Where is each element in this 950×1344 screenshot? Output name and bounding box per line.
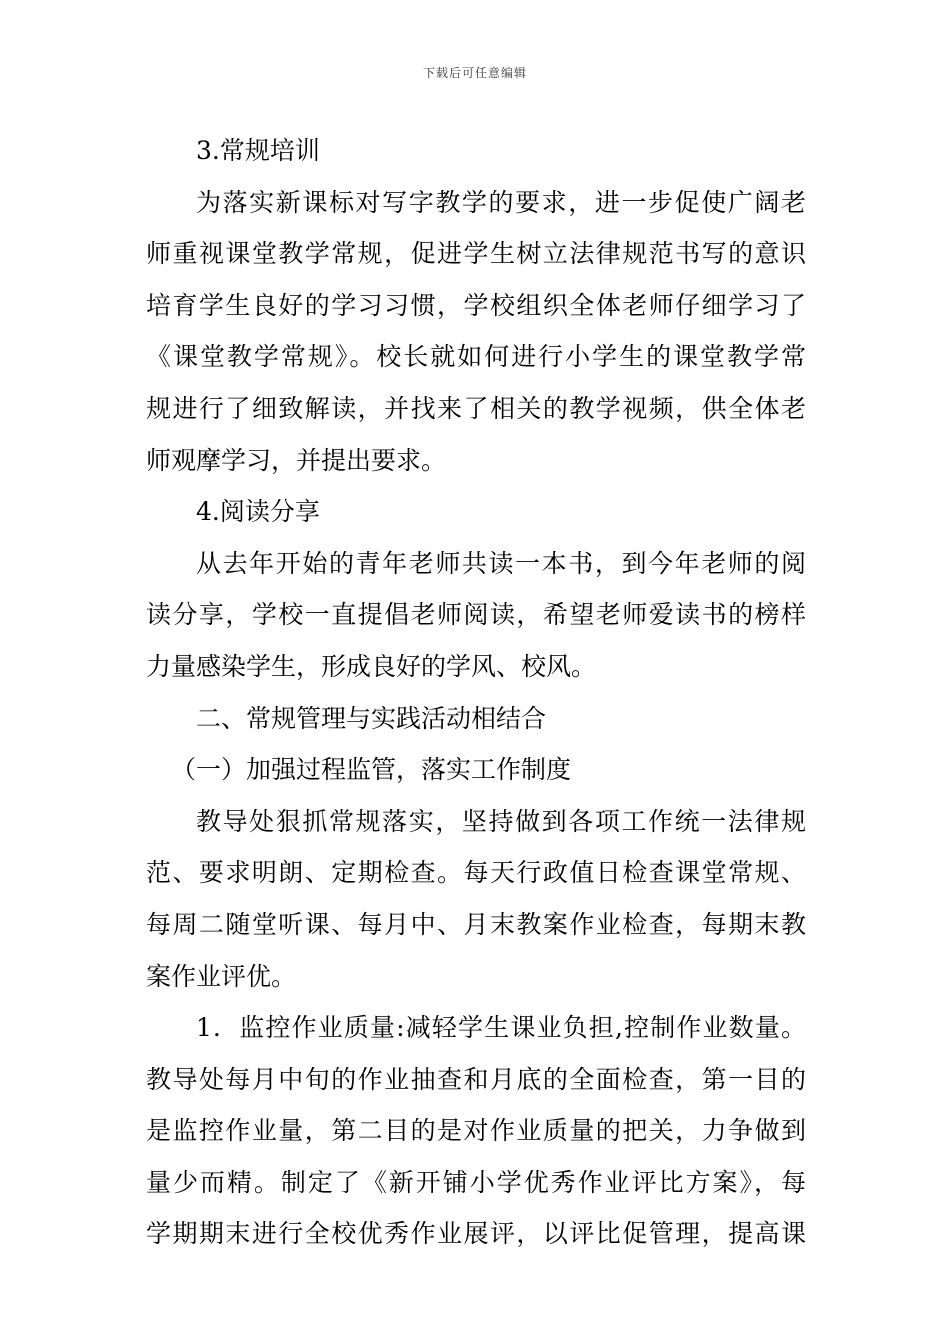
text-line: 案作业评优。 [146, 961, 297, 991]
text-line: 每周二随堂听课、每月中、月末教案作业检查，每期末教 [146, 909, 806, 939]
text-line: 教导处狠抓常规落实，坚持做到各项工作统一法律规 [196, 806, 806, 836]
text-line: 从去年开始的青年老师共读一本书，到今年老师的阅 [196, 548, 806, 578]
text-line: 《课堂教学常规》。校长就如何进行小学生的课堂教学常 [146, 342, 806, 372]
text-line: 3.常规培训 [196, 136, 320, 165]
text-line: 学期期末进行全校优秀作业展评，以评比促管理，提高课 [146, 1219, 806, 1249]
text-line: 是监控作业量，第二目的是对作业质量的把关，力争做到 [146, 1116, 806, 1146]
text-line: 教导处每月中旬的作业抽查和月底的全面检查，第一目的 [146, 1064, 806, 1094]
text-line: 为落实新课标对写字教学的要求，进一步促使广阔老 [196, 187, 806, 217]
text-line: 4.阅读分享 [196, 497, 320, 527]
text-line: 读分享，学校一直提倡老师阅读，希望老师爱读书的榜样 [146, 600, 806, 630]
document-body [146, 128, 806, 1263]
subsection-heading: （一）加强过程监管，落实工作制度 [171, 755, 572, 785]
text-line: 力量感染学生，形成良好的学风、校风。 [146, 651, 597, 681]
page-header-note: 下载后可任意编辑 [422, 66, 527, 80]
text-line: 师观摩学习，并提出要求。 [146, 445, 447, 475]
text-line: 规进行了细致解读，并找来了相关的教学视频，供全体老 [146, 393, 806, 423]
text-line: 1．监控作业质量:减轻学生课业负担,控制作业数量。 [196, 1013, 806, 1043]
text-line: 量少而精。制定了《新开铺小学优秀作业评比方案》，每 [146, 1167, 806, 1197]
text-line: 培育学生良好的学习习惯，学校组织全体老师仔细学习了 [146, 290, 806, 320]
text-line: 师重视课堂教学常规，促进学生树立法律规范书写的意识 [146, 239, 806, 269]
section-heading: 二、常规管理与实践活动相结合 [196, 703, 547, 733]
text-line: 范、要求明朗、定期检查。每天行政值日检查课堂常规、 [146, 858, 806, 888]
